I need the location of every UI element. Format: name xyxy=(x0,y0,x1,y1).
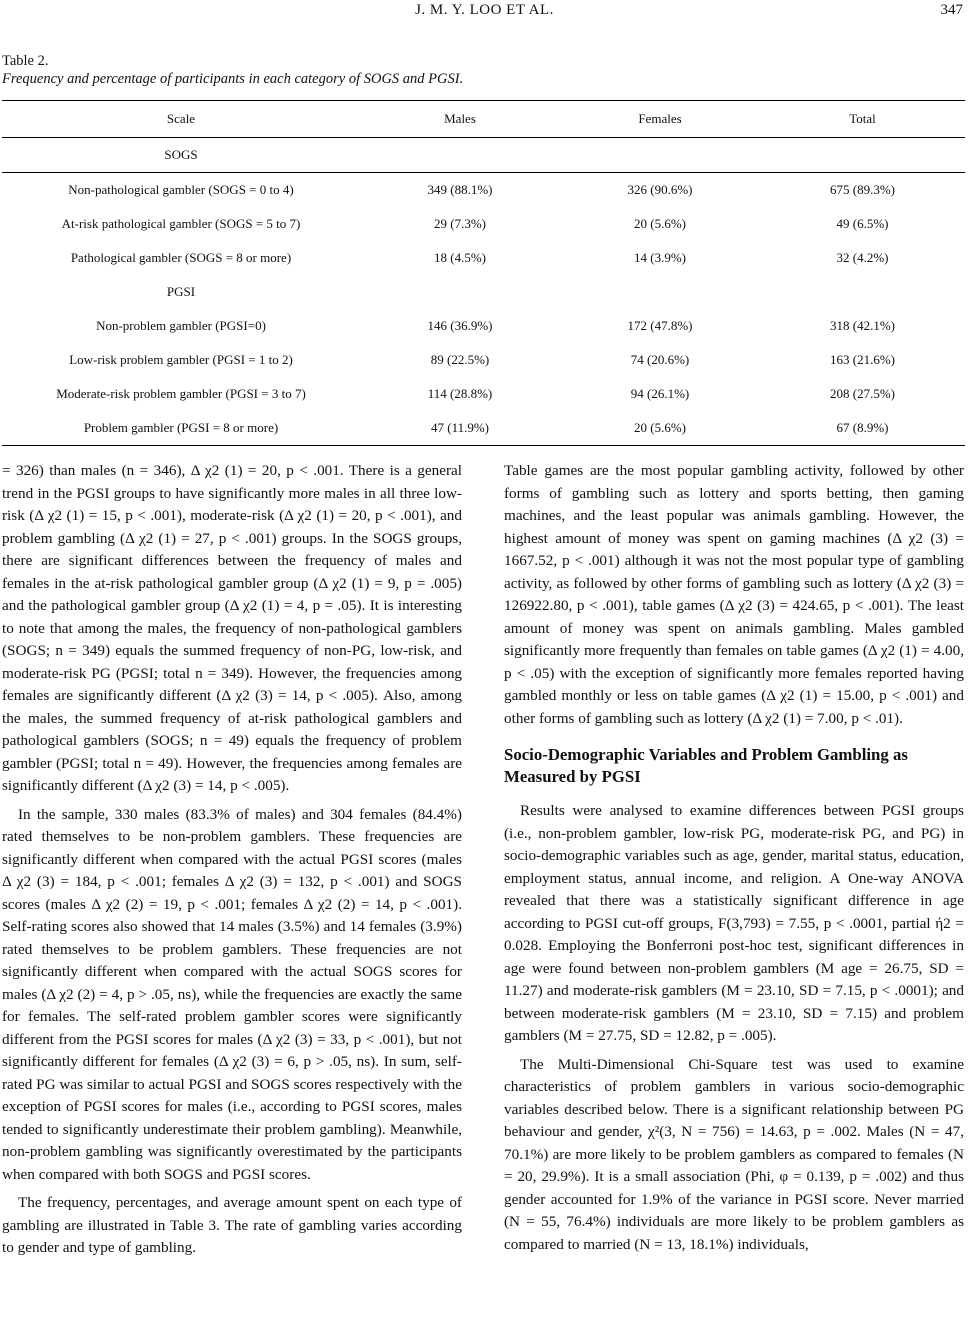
left-text-column xyxy=(2,460,462,1260)
cell-females: 94 (26.1%) xyxy=(630,386,690,401)
col-header-scale: Scale xyxy=(2,101,360,138)
cell-males: 18 (4.5%) xyxy=(434,250,486,265)
body-paragraph: = 326) than males (n = 346), Δ χ2 (1) = 20, p < .001. There is a general trend in the PGSI groups to have significantly more males in all three low-risk (Δ χ2 (1) = 15, p < .001), moderate-risk (Δ χ2 (1) = 20, p < .001), and problem gambling (Δ χ2 (1) = 27, p < .001) groups. In the SOGS groups, there are significant differences between the frequency of males and females in the at-risk pathological gambler group (Δ χ2 (1) = 9, p = .005) and the pathological gambler group (Δ χ2 (1) = 4, p = .05). It is interesting to note that among the males, the frequency of non-pathological gamblers (SOGS; n = 349) equals the summed frequency of non-PG, low-risk, and moderate-risk PG (PGSI; total n = 349). However, the frequencies among females are significantly different (Δ χ2 (3) = 14, p < .005). Also, among the males, the summed frequency of at-risk pathological gamblers and pathological gamblers (SOGS; n = 49) equals the frequency of problem gambler (PGSI; total n = 49). However, the frequencies among females are significantly different (Δ χ2 (3) = 14, p < .005). xyxy=(2,462,462,794)
row-label: Moderate-risk problem gambler (PGSI = 3 to 7) xyxy=(56,386,306,401)
running-title: J. M. Y. LOO ET AL. xyxy=(415,2,554,18)
table-row xyxy=(2,411,965,446)
cell-females: 172 (47.8%) xyxy=(627,318,693,333)
body-paragraph: Results were analysed to examine differences between PGSI groups (i.e., non-problem gambler, low-risk PG, moderate-risk PG, and PG) in socio-demographic variables such as age, gender, marital status, education, employment status, annual income, and religion. A One-way ANOVA revealed that there was a statistically significant difference in age according to PGSI cut-off groups, F(3,793) = 7.55, p < .0001, partial ή2 = 0.028. Employing the Bonferroni post-hoc test, significant differences in age were found between non-problem gamblers (M age = 26.75, SD = 11.27) and moderate-risk gamblers (M = 23.10, SD = 7.15, p < .0001); and between moderate-risk gamblers (M = 23.10, SD = 7.15) and problem gamblers (M = 27.75, SD = 12.82, p = .005). xyxy=(504,802,964,1044)
section-label: PGSI xyxy=(166,284,196,299)
cell-females: 14 (3.9%) xyxy=(634,250,686,265)
cell-females: 74 (20.6%) xyxy=(630,352,690,367)
table-row xyxy=(2,173,965,208)
cell-males: 349 (88.1%) xyxy=(427,182,493,197)
row-label: Pathological gambler (SOGS = 8 or more) xyxy=(70,250,292,265)
body-paragraph: The Multi-Dimensional Chi-Square test was used to examine characteristics of problem gamblers in various socio-demographic variables described below. There is a significant relationship between PG behaviour and gender, χ²(3, N = 756) = 14.63, p = .002. Males (N = 47, 70.1%) are more likely to be problem gamblers as compared to females (N = 20, 29.9%). It is a small association (Phi, φ = 0.139, p = .002) and thus gender accounted for 1.9% of the variance in PGSI score. Never married (N = 55, 76.4%) individuals are more likely to be problem gamblers as compared to married (N = 13, 18.1%) individuals, xyxy=(504,1055,964,1253)
cell-females: 20 (5.6%) xyxy=(634,216,686,231)
section-row-sogs xyxy=(2,138,965,173)
cell-females: 20 (5.6%) xyxy=(560,411,760,446)
table-row xyxy=(2,241,965,275)
table-row xyxy=(2,377,965,411)
row-label: Non-pathological gambler (SOGS = 0 to 4) xyxy=(68,182,294,197)
cell-total: 163 (21.6%) xyxy=(830,352,895,367)
cell-total: 318 (42.1%) xyxy=(830,318,895,333)
col-header-females: Females xyxy=(560,101,760,138)
cell-total: 67 (8.9%) xyxy=(760,411,965,446)
table-row xyxy=(2,207,965,241)
row-label: Non-problem gambler (PGSI=0) xyxy=(96,318,266,333)
frequency-table xyxy=(2,100,965,446)
cell-males: 29 (7.3%) xyxy=(434,216,486,231)
table-caption xyxy=(2,52,463,88)
table-header-row xyxy=(2,101,965,138)
section-label: SOGS xyxy=(2,138,360,173)
table-row xyxy=(2,309,965,343)
table-label: Table 2. xyxy=(2,53,49,69)
table-title: Frequency and percentage of participants in each category of SOGS and PGSI. xyxy=(2,71,464,87)
cell-total: 49 (6.5%) xyxy=(836,216,889,231)
right-text-column xyxy=(504,460,964,1256)
col-header-males: Males xyxy=(360,101,560,138)
page-number: 347 xyxy=(940,2,963,18)
cell-males: 146 (36.9%) xyxy=(427,318,493,333)
cell-males: 89 (22.5%) xyxy=(430,352,490,367)
table-row xyxy=(2,343,965,377)
cell-females: 326 (90.6%) xyxy=(627,182,693,197)
body-paragraph: In the sample, 330 males (83.3% of males) and 304 females (84.4%) rated themselves to be non-problem gamblers. These frequencies are significantly different when compared with the actual PGSI scores (males Δ χ2 (3) = 184, p < .001; females Δ χ2 (3) = 132, p < .001) and SOGS scores (males Δ χ2 (2) = 19, p < .001; females Δ χ2 (2) = 14, p < .001). Self-rating scores also showed that 14 males (3.5%) and 14 females (3.9%) rated themselves to be problem gamblers. These frequencies are not significantly different when compared with the actual SOGS scores for males (Δ χ2 (2) = 4, p > .05, ns), while the frequencies are exactly the same for females. The self-rated problem gambler scores were significantly different from the PGSI scores for males (Δ χ2 (3) = 33, p < .001), but not significantly different for females (Δ χ2 (3) = 6, p > .05, ns). In sum, self-rated PG was similar to actual PGSI and SOGS scores respectively with the exception of PGSI scores for males (i.e., according to PGSI scores, males tended to significantly underestimate their problem gambling). Meanwhile, non-problem gambling was significantly overestimated by the participants when compared with both SOGS and PGSI scores. xyxy=(2,805,462,1183)
row-label: Low-risk problem gambler (PGSI = 1 to 2) xyxy=(69,352,293,367)
section-heading: Socio-Demographic Variables and Problem Gambling as Measured by PGSI xyxy=(504,745,908,786)
cell-males: 47 (11.9%) xyxy=(360,411,560,446)
body-paragraph: The frequency, percentages, and average amount spent on each type of gambling are illustrated in Table 3. The rate of gambling varies according to gender and type of gambling. xyxy=(2,1194,462,1256)
cell-total: 32 (4.2%) xyxy=(836,250,889,265)
row-label: Problem gambler (PGSI = 8 or more) xyxy=(2,411,360,446)
cell-total: 208 (27.5%) xyxy=(830,386,895,401)
row-label: At-risk pathological gambler (SOGS = 5 to 7) xyxy=(61,216,301,231)
cell-males: 114 (28.8%) xyxy=(427,386,493,401)
running-header xyxy=(0,0,969,20)
body-paragraph: Table games are the most popular gambling activity, followed by other forms of gambling such as lottery and sports betting, then gaming machines, and the least popular was animals gambling. However, the highest amount of money was spent on gaming machines (Δ χ2 (3) = 1667.52, p < .001) although it was not the most popular type of gambling activity, as followed by other forms of gambling such as lottery (Δ χ2 (3) = 126922.80, p < .001), table games (Δ χ2 (3) = 424.65, p < .001). The least amount of money was spent on animals gambling. Males gambled significantly more frequently than females on table games (Δ χ2 (1) = 4.00, p < .05) with the exception of significantly more females reported having gambled monthly or less on table games (Δ χ2 (1) = 15.00, p < .001) and other forms of gambling such as lottery (Δ χ2 (1) = 7.00, p < .01). xyxy=(504,462,964,727)
cell-total: 675 (89.3%) xyxy=(830,182,895,197)
col-header-total: Total xyxy=(760,101,965,138)
section-row-pgsi xyxy=(2,275,965,309)
